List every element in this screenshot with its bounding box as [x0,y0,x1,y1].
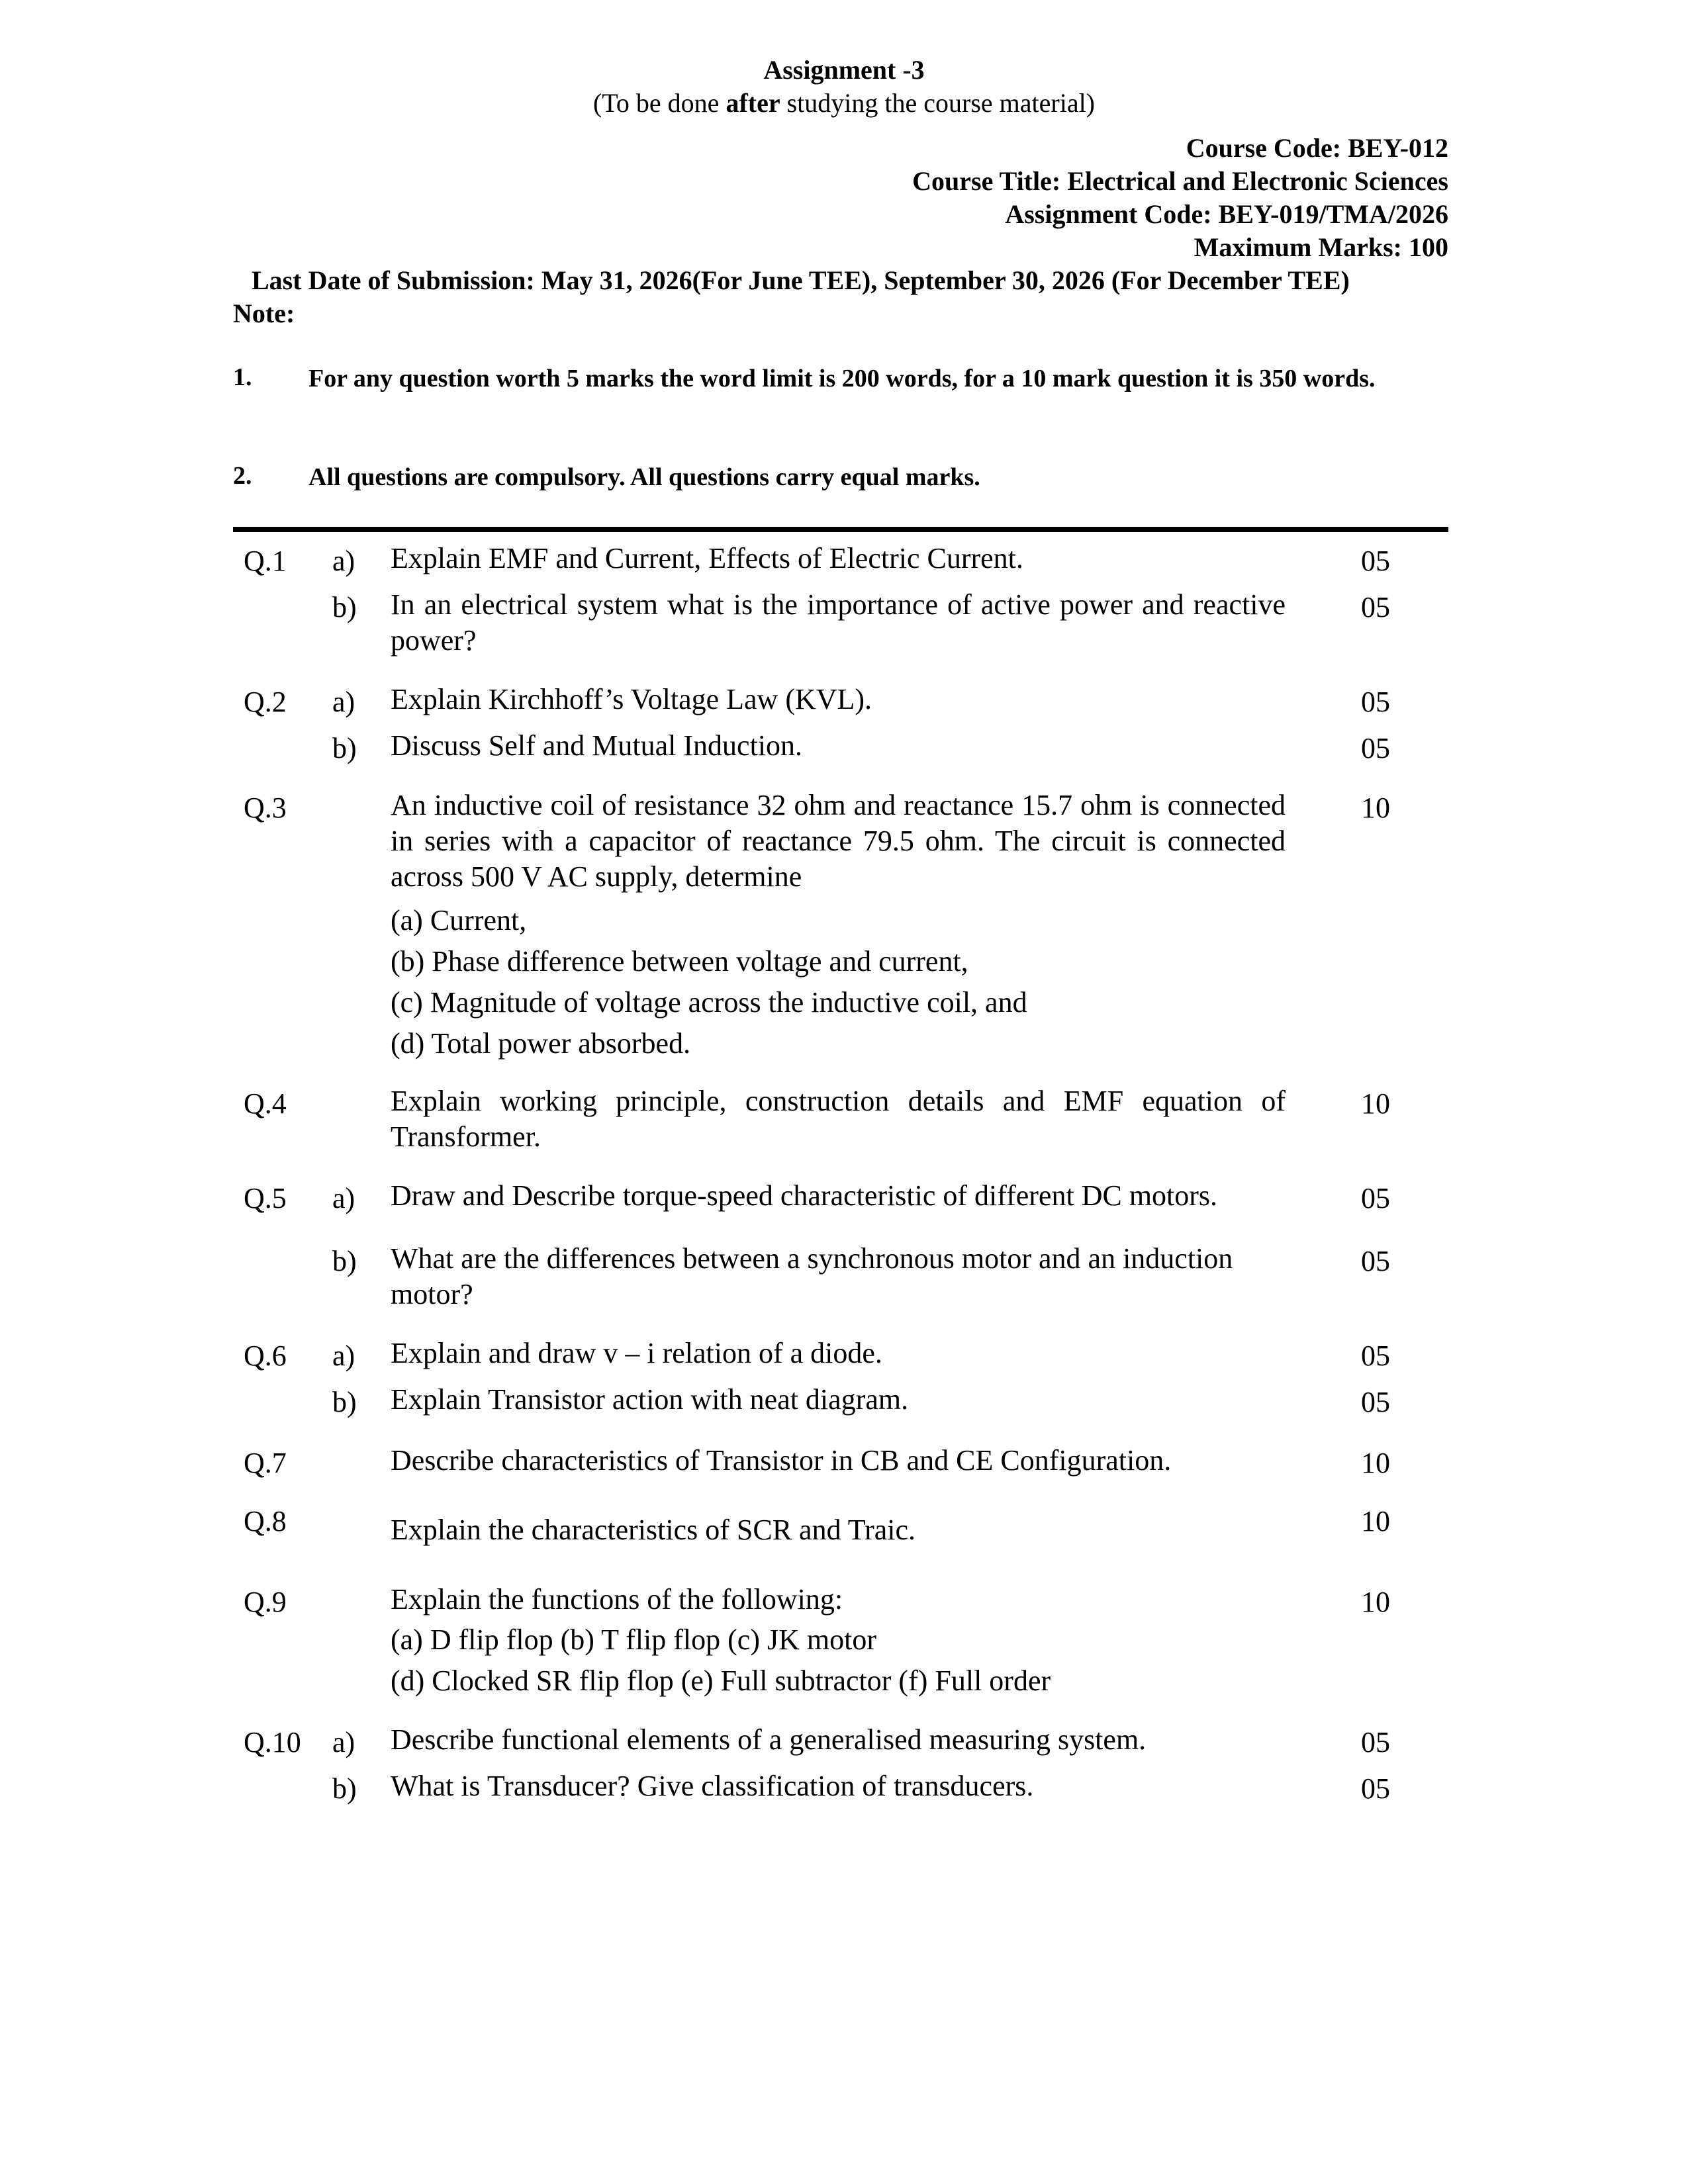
question-part-label: a) [332,686,355,718]
question-part-label: b) [332,732,357,764]
note-heading: Note: [233,298,295,328]
question-number: Q.4 [244,1087,287,1120]
question-text: Explain the functions of the following: [391,1583,843,1615]
question-part-label: a) [332,1340,355,1372]
question-subpart: (a) Current, [391,904,527,936]
question-marks: 05 [1361,1245,1390,1277]
assignment-code: Assignment Code: BEY-019/TMA/2026 [1005,199,1448,229]
note-text: All questions are compulsory. All questions carry equal marks. [308,463,980,491]
question-subpart: (a) D flip flop (b) T flip flop (c) JK motor [391,1623,876,1656]
maximum-marks: Maximum Marks: 100 [1194,232,1448,262]
question-text: What is Transducer? Give classification of transducers. [391,1770,1034,1802]
question-marks: 05 [1361,1182,1390,1214]
question-marks: 10 [1361,1505,1390,1537]
question-number: Q.5 [244,1182,287,1214]
question-text: An inductive coil of resistance 32 ohm and reactance 15.7 ohm is connected in series with a capacitor of reactance 79.5 ohm. The circuit is connected across 500 V AC supply, determine [391,789,1286,893]
question-subpart: (d) Total power absorbed. [391,1027,691,1060]
question-number: Q.3 [244,792,287,824]
course-title: Course Title: Electrical and Electronic Sciences [912,166,1448,196]
question-marks: 05 [1361,1340,1390,1372]
question-number: Q.7 [244,1447,287,1479]
question-number: Q.1 [244,545,287,577]
question-marks: 05 [1361,545,1390,577]
question-marks: 10 [1361,1586,1390,1618]
question-text: Explain the characteristics of SCR and Traic. [391,1514,916,1546]
question-text: Explain Kirchhoff’s Voltage Law (KVL). [391,683,872,715]
question-part-label: b) [332,1245,357,1277]
question-marks: 05 [1361,1726,1390,1758]
question-number: Q.8 [244,1505,287,1537]
document-subtitle [0,87,1688,118]
question-marks: 05 [1361,686,1390,718]
note-text: For any question worth 5 marks the word limit is 200 words, for a 10 mark question it is 350 words. [308,365,1376,392]
subtitle-text-end: studying the course material) [780,88,1096,118]
section-divider [233,527,1448,532]
question-text: What are the differences between a synchronous motor and an induction motor? [391,1242,1233,1310]
question-text: Discuss Self and Mutual Induction. [391,729,803,762]
question-part-label: a) [332,1182,355,1214]
last-date-of-submission: Last Date of Submission: May 31, 2026(For June TEE), September 30, 2026 (For December TEE) [252,265,1350,295]
question-marks: 05 [1361,1772,1390,1805]
question-subpart: (b) Phase difference between voltage and current, [391,945,968,978]
subtitle-text-start: (To be done [592,88,726,118]
question-marks: 05 [1361,732,1390,764]
question-text: Describe functional elements of a generalised measuring system. [391,1723,1147,1756]
question-part-label: a) [332,545,355,577]
note-number: 1. [233,363,252,391]
subtitle-emphasis: after [726,88,780,118]
question-marks: 10 [1361,1087,1390,1120]
question-text: Draw and Describe torque-speed characteristic of different DC motors. [391,1179,1218,1212]
question-text: Explain EMF and Current, Effects of Electric Current. [391,542,1023,574]
question-subpart: (d) Clocked SR flip flop (e) Full subtractor (f) Full order [391,1664,1051,1697]
document-title: Assignment -3 [763,55,925,85]
course-code: Course Code: BEY-012 [1186,133,1448,163]
question-subpart: (c) Magnitude of voltage across the inductive coil, and [391,986,1027,1019]
question-marks: 05 [1361,1386,1390,1418]
question-text: Explain Transistor action with neat diagram. [391,1383,909,1416]
question-number: Q.6 [244,1340,287,1372]
question-number: Q.10 [244,1726,301,1758]
question-part-label: b) [332,591,357,623]
question-part-label: b) [332,1386,357,1418]
question-text: Explain working principle, construction details and EMF equation of Transformer. [391,1085,1286,1153]
question-text: In an electrical system what is the importance of active power and reactive power? [391,588,1286,657]
note-number: 2. [233,462,252,490]
question-number: Q.9 [244,1586,287,1618]
question-marks: 10 [1361,1447,1390,1479]
question-text: Describe characteristics of Transistor in CB and CE Configuration. [391,1444,1172,1477]
question-part-label: a) [332,1726,355,1758]
question-marks: 05 [1361,591,1390,623]
question-marks: 10 [1361,792,1390,824]
question-text: Explain and draw v – i relation of a diode. [391,1337,882,1369]
question-number: Q.2 [244,686,287,718]
question-part-label: b) [332,1772,357,1805]
